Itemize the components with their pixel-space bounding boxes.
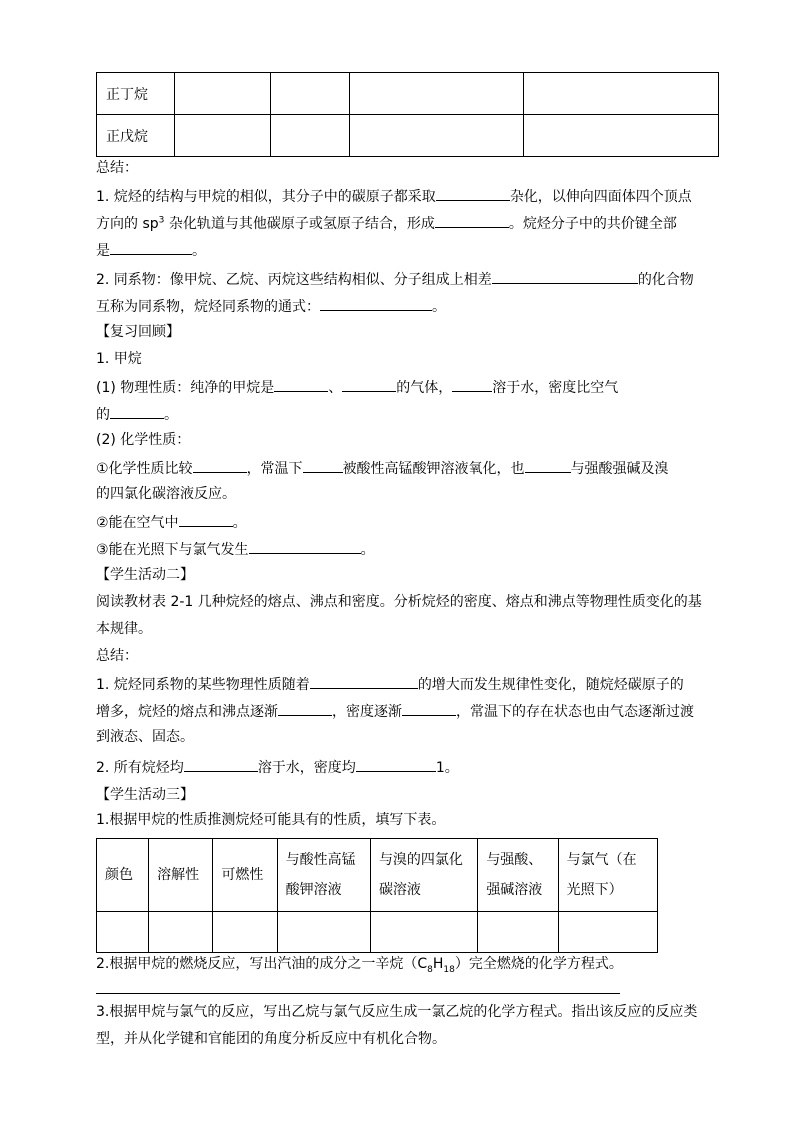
fill-blank[interactable] xyxy=(342,376,396,392)
table-cell-blank[interactable] xyxy=(149,912,213,953)
text: 2. 所有烷烃均 xyxy=(96,760,184,776)
text: 1. 烷烃同系物的某些物理性质随着 xyxy=(96,677,310,693)
text: 。 xyxy=(432,299,446,315)
fill-blank[interactable] xyxy=(278,700,332,716)
superscript: 3 xyxy=(158,215,165,226)
text: ①化学性质比较 xyxy=(96,461,193,477)
section-heading: 【学生活动三】 xyxy=(96,787,194,803)
text: ，常温下 xyxy=(246,461,303,477)
header-cell: 与酸性高锰酸钾溶液 xyxy=(277,839,370,912)
chemical-property-1 xyxy=(96,457,669,479)
table-cell-blank[interactable] xyxy=(213,912,277,953)
text: 溶于水，密度均 xyxy=(257,760,356,776)
text: 2.根据甲烷的燃烧反应，写出汽油的成分之一辛烷（C xyxy=(96,956,428,972)
item-title: 1. 甲烷 xyxy=(96,351,142,367)
summary-paragraph xyxy=(96,756,459,778)
properties-table xyxy=(96,838,658,953)
summary-heading: 总结： xyxy=(96,648,138,664)
section-heading: 【复习回顾】 xyxy=(96,324,180,340)
table-row xyxy=(97,115,719,157)
fill-blank[interactable] xyxy=(356,756,436,772)
summary-paragraph: 到液态、固态。 xyxy=(96,729,194,745)
text: 增多，烷烃的熔点和沸点逐渐 xyxy=(96,704,278,720)
text: 。 xyxy=(164,407,178,423)
text: 互称为同系物，烷烃同系物的通式： xyxy=(96,299,320,315)
text: 的增大而发生规律性变化，随烷烃碳原子的 xyxy=(417,677,684,693)
fill-blank[interactable] xyxy=(436,185,510,201)
table-cell-blank[interactable] xyxy=(175,73,271,115)
summary-paragraph xyxy=(96,700,694,722)
text: 1. 烷烃的结构与甲烷的相似，其分子中的碳原子都采取 xyxy=(96,189,436,205)
summary-paragraph xyxy=(96,212,677,234)
table-cell-blank[interactable] xyxy=(271,115,350,157)
fill-blank[interactable] xyxy=(110,403,164,419)
header-cell: 与强酸、强碱溶液 xyxy=(478,839,558,912)
text: 。 xyxy=(192,243,206,259)
fill-blank[interactable] xyxy=(492,268,638,284)
text: H xyxy=(432,956,444,972)
text: 。 xyxy=(360,542,375,558)
physical-properties xyxy=(96,403,178,425)
fill-blank[interactable] xyxy=(402,700,456,716)
chemical-property-3 xyxy=(96,538,375,560)
table-cell-name: 正戊烷 xyxy=(97,115,175,157)
activity-text: 本规律。 xyxy=(96,621,152,637)
text: ②能在空气中 xyxy=(96,515,179,531)
table-cell-blank[interactable] xyxy=(524,115,719,157)
table-cell-blank[interactable] xyxy=(370,912,477,953)
fill-blank[interactable] xyxy=(320,295,432,311)
text: 与强酸强碱及溴 xyxy=(570,461,669,477)
physical-properties xyxy=(96,376,618,398)
question-3: 型，并从化学键和官能团的角度分析反应中有机化合物。 xyxy=(96,1031,446,1047)
table-cell-blank[interactable] xyxy=(524,73,719,115)
summary-heading: 总结： xyxy=(96,160,138,176)
table-cell-blank[interactable] xyxy=(97,912,149,953)
text: 的 xyxy=(96,407,110,423)
subscript: 8 xyxy=(427,964,433,975)
summary-paragraph xyxy=(96,295,446,317)
text: (1) 物理性质：纯净的甲烷是 xyxy=(96,380,275,396)
text: 。烷烃分子中的共价键全部 xyxy=(508,216,677,232)
text: 、 xyxy=(328,380,343,396)
text: 被酸性高锰酸钾溶液氧化，也 xyxy=(342,461,525,477)
table-cell-blank[interactable] xyxy=(271,73,350,115)
fill-blank[interactable] xyxy=(179,511,233,527)
table-cell-blank[interactable] xyxy=(350,73,524,115)
text: 。 xyxy=(232,515,247,531)
text: 杂化轨道与其他碳原子或氢原子结合，形成 xyxy=(164,216,435,232)
text: 杂化，以伸向四面体四个顶点 xyxy=(509,189,692,205)
text: 是 xyxy=(96,243,110,259)
table-cell-blank[interactable] xyxy=(478,912,558,953)
header-cell: 溶解性 xyxy=(149,839,213,912)
table-cell-name: 正丁烷 xyxy=(97,73,175,115)
summary-paragraph xyxy=(96,185,692,207)
text: ，常温下的存在状态也由气态逐渐过渡 xyxy=(456,704,694,720)
summary-paragraph xyxy=(96,268,694,290)
summary-paragraph xyxy=(96,673,684,695)
fill-blank[interactable] xyxy=(110,239,192,255)
table-header-row xyxy=(97,839,658,912)
fill-blank[interactable] xyxy=(452,376,492,392)
question-3: 3.根据甲烷与氯气的反应，写出乙烷与氯气反应生成一氯乙烷的化学方程式。指出该反应的反应类 xyxy=(96,1004,698,1020)
text: 1。 xyxy=(435,760,459,776)
text: ，密度逐渐 xyxy=(332,704,402,720)
answer-line[interactable] xyxy=(96,993,620,994)
question-1: 1.根据甲烷的性质推测烷烃可能具有的性质，填写下表。 xyxy=(96,812,446,828)
subscript: 18 xyxy=(443,964,455,975)
fill-blank[interactable] xyxy=(435,212,509,228)
table-cell-blank[interactable] xyxy=(350,115,524,157)
table-cell-blank[interactable] xyxy=(558,912,657,953)
header-cell: 颜色 xyxy=(97,839,149,912)
activity-text: 阅读教材表 2-1 几种烷烃的熔点、沸点和密度。分析烷烃的密度、熔点和沸点等物理性质变化的基 xyxy=(96,594,702,610)
text: 的气体， xyxy=(396,380,453,396)
text: 的化合物 xyxy=(637,272,694,288)
header-cell: 与溴的四氯化碳溶液 xyxy=(370,839,477,912)
text: 2. 同系物：像甲烷、乙烷、丙烷这些结构相似、分子组成上相差 xyxy=(96,272,492,288)
table-cell-blank[interactable] xyxy=(277,912,370,953)
chemical-properties: (2) 化学性质： xyxy=(96,432,191,448)
chemical-property-2 xyxy=(96,511,247,533)
summary-paragraph xyxy=(96,239,206,261)
text: 方向的 sp xyxy=(96,216,159,232)
table-cell-blank[interactable] xyxy=(175,115,271,157)
fill-blank[interactable] xyxy=(193,457,247,473)
question-2 xyxy=(96,954,623,974)
text: 溶于水，密度比空气 xyxy=(492,380,619,396)
text: ）完全燃烧的化学方程式。 xyxy=(454,956,623,972)
section-heading: 【学生活动二】 xyxy=(96,567,194,583)
fill-blank[interactable] xyxy=(274,376,328,392)
fill-blank[interactable] xyxy=(303,457,343,473)
fill-blank[interactable] xyxy=(525,457,571,473)
header-cell: 与氯气（在光照下） xyxy=(558,839,657,912)
alkane-table xyxy=(96,72,719,157)
fill-blank[interactable] xyxy=(249,538,361,554)
chemical-property-1: 的四氯化碳溶液反应。 xyxy=(96,486,236,502)
fill-blank[interactable] xyxy=(184,756,258,772)
header-cell: 可燃性 xyxy=(213,839,277,912)
table-row xyxy=(97,912,658,953)
text: ③能在光照下与氯气发生 xyxy=(96,542,249,558)
table-row xyxy=(97,73,719,115)
fill-blank[interactable] xyxy=(310,673,418,689)
